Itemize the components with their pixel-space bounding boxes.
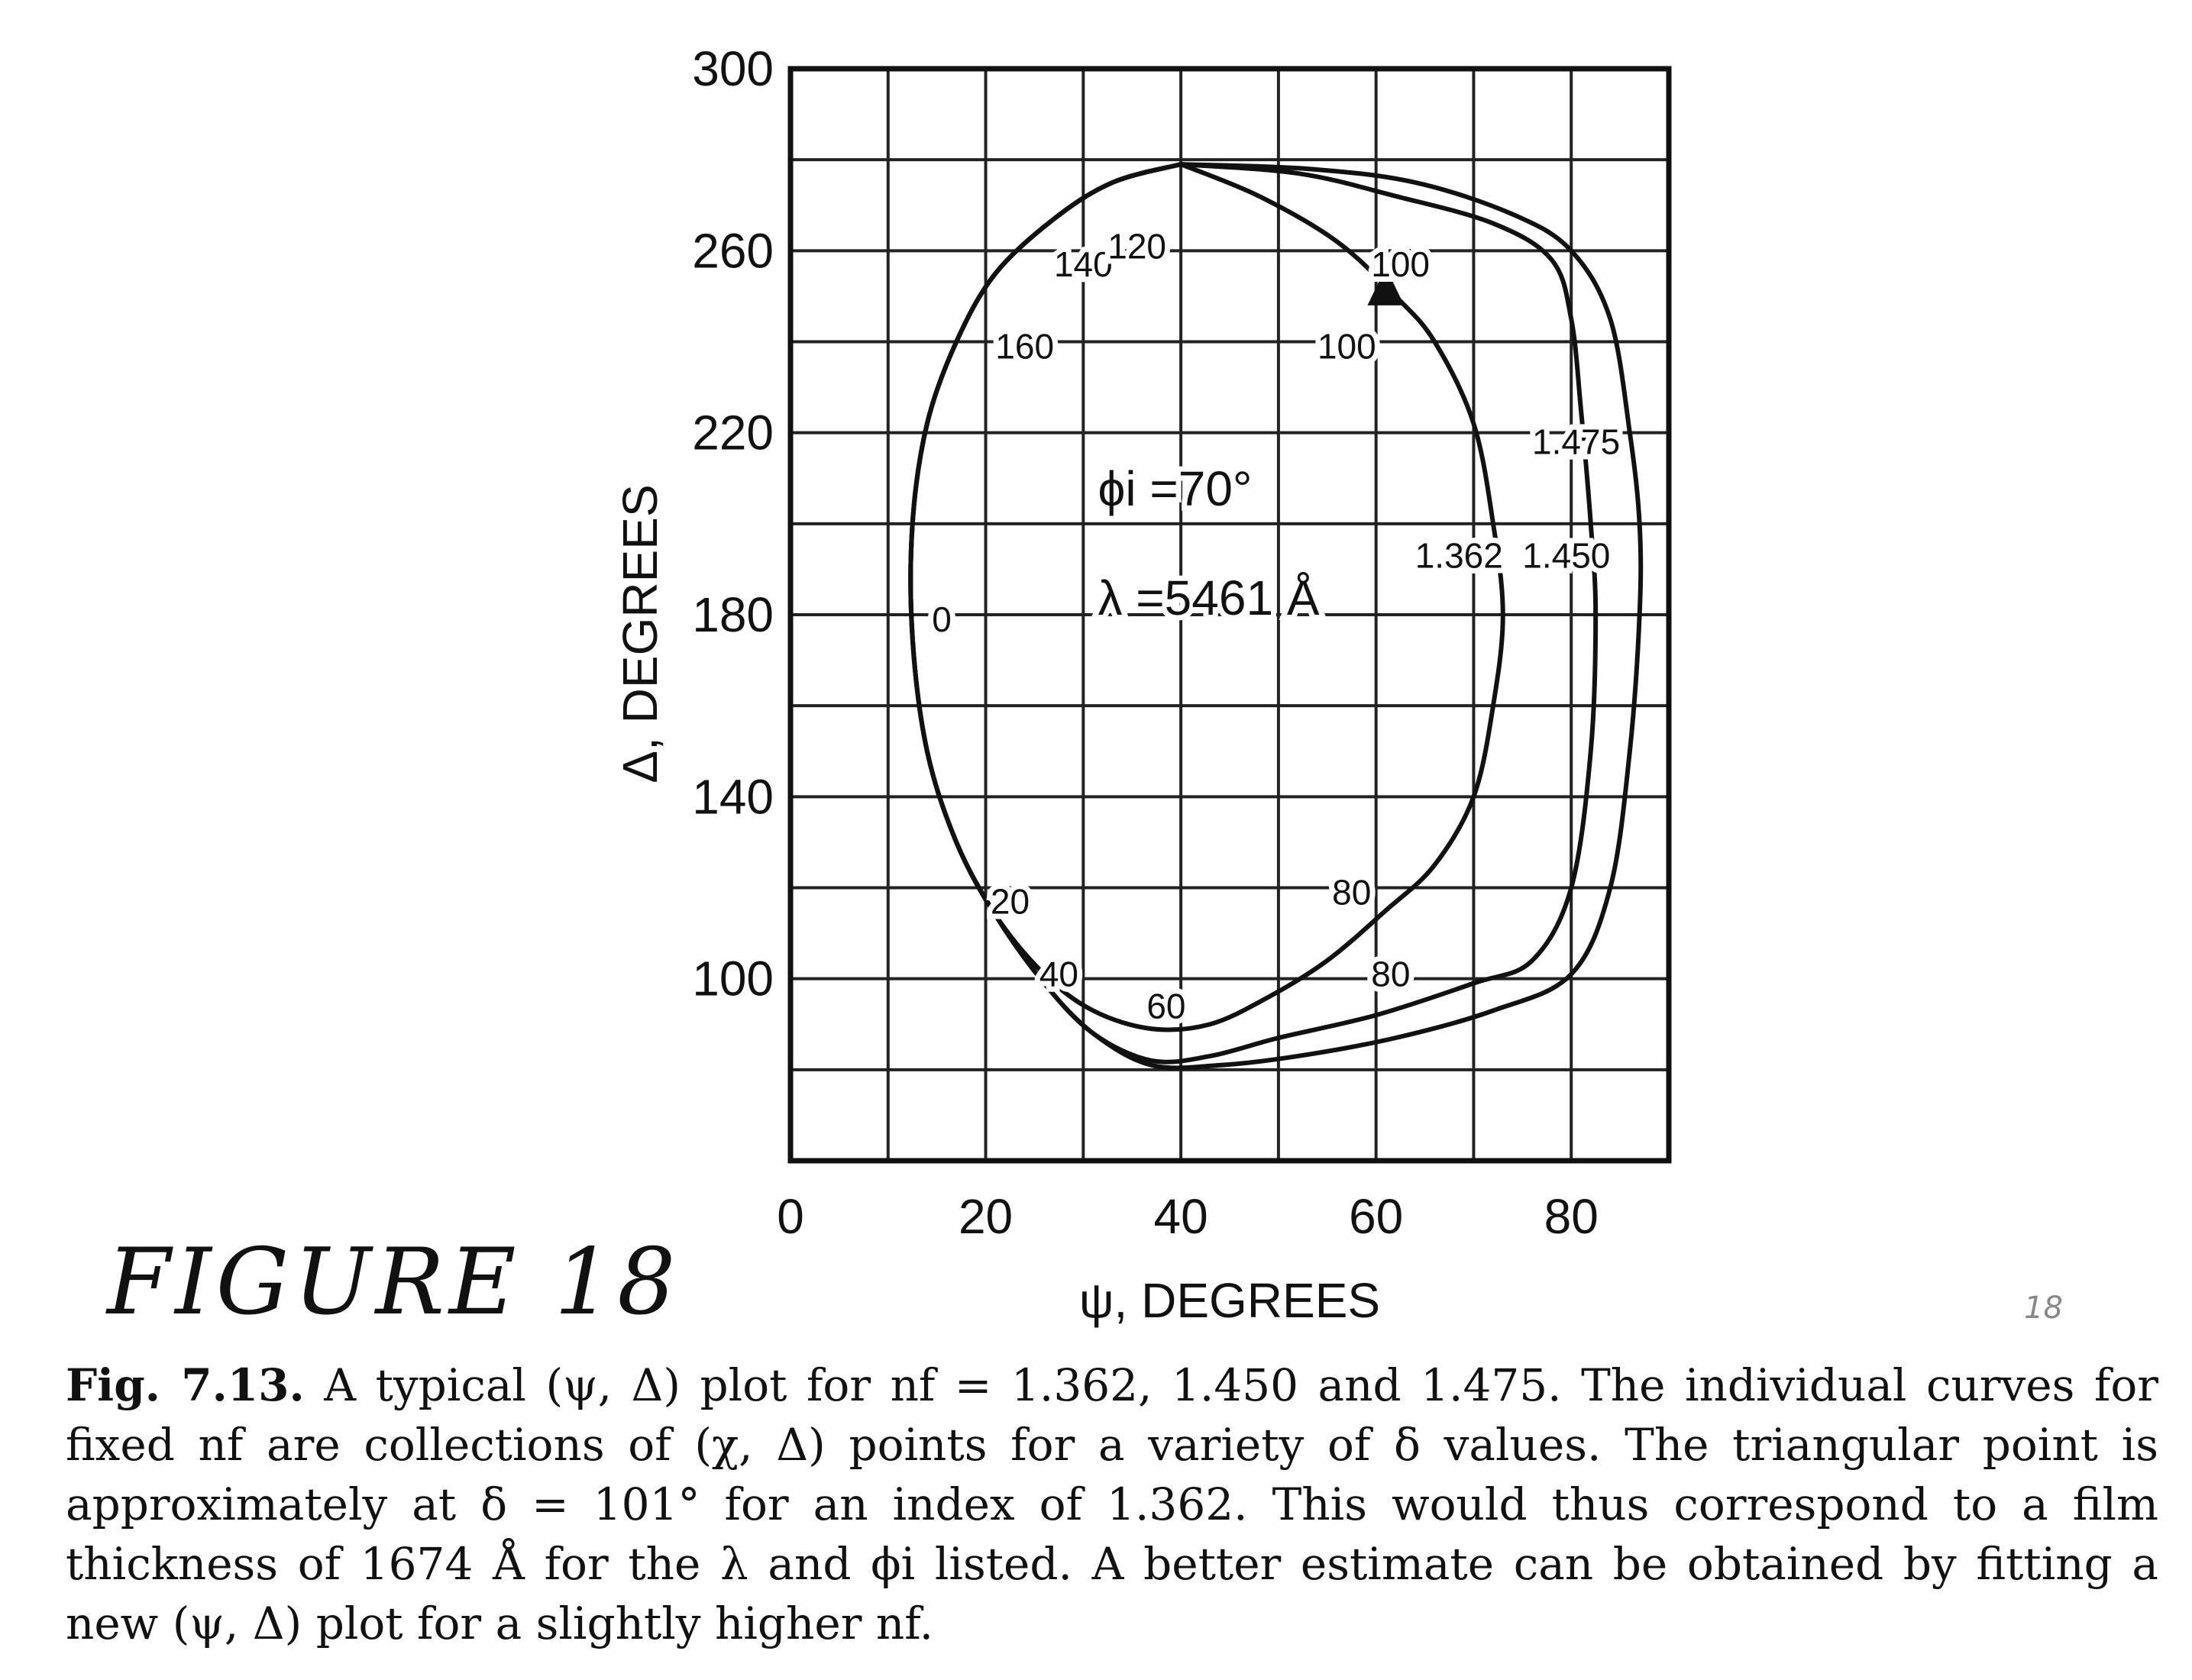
wavelength-annotation: λ =5461 Å xyxy=(1098,570,1320,625)
curve-label: 1.475 xyxy=(1532,422,1621,462)
y-tick-label: 220 xyxy=(692,405,774,460)
y-tick-label: 260 xyxy=(692,223,774,279)
y-tick-label: 100 xyxy=(692,951,774,1006)
x-tick-label: 40 xyxy=(1153,1189,1208,1244)
curve-label: 80 xyxy=(1332,872,1372,913)
curve-label: 1.362 xyxy=(1414,535,1503,576)
page-number: 18 xyxy=(2024,1291,2063,1326)
curve-label: 60 xyxy=(1146,986,1186,1026)
curve-label: 100 xyxy=(1317,326,1376,367)
curve-label: 40 xyxy=(1039,954,1078,994)
curve-label: 80 xyxy=(1371,954,1411,994)
x-tick-label: 80 xyxy=(1544,1189,1599,1244)
curve-label: 1.450 xyxy=(1522,535,1611,576)
curve-label: 100 xyxy=(1371,244,1430,285)
y-tick-label: 140 xyxy=(692,769,774,825)
x-tick-label: 0 xyxy=(777,1189,804,1244)
angle-annotation: ϕi =70° xyxy=(1098,461,1253,516)
y-tick-label: 180 xyxy=(692,587,774,642)
x-tick-label: 20 xyxy=(958,1189,1014,1244)
curve-label: 140 xyxy=(1053,244,1113,285)
x-axis-title: ψ, DEGREES xyxy=(1078,1273,1381,1328)
x-tick-label: 60 xyxy=(1349,1189,1404,1244)
caption-figure-number: Fig. 7.13. xyxy=(66,1359,305,1411)
caption-text: A typical (ψ, Δ) plot for nf = 1.362, 1.450 and 1.475. The individual curves for fixed nf are collections of (χ, Δ) points for a variety of δ values. The triangular point is approximately at δ = 101° for an index of 1.362. This would thus correspond to a film thickness of 1674 Å for the λ and ϕi listed. A better estimate can be obtained by fitting a new (ψ, Δ) plot for a slightly higher nf. xyxy=(66,1359,2159,1649)
figure-caption xyxy=(66,1355,2158,1653)
curve-label: 0 xyxy=(932,599,952,639)
y-axis-title: Δ, DEGREES xyxy=(613,484,668,783)
curve-labels xyxy=(932,226,1620,1026)
y-tick-label: 300 xyxy=(692,41,774,96)
handwritten-figure-label: FIGURE 18 xyxy=(107,1229,681,1336)
curve-label: 160 xyxy=(995,326,1055,367)
curve-label: 120 xyxy=(1107,226,1166,267)
curve-label: 20 xyxy=(990,881,1030,922)
